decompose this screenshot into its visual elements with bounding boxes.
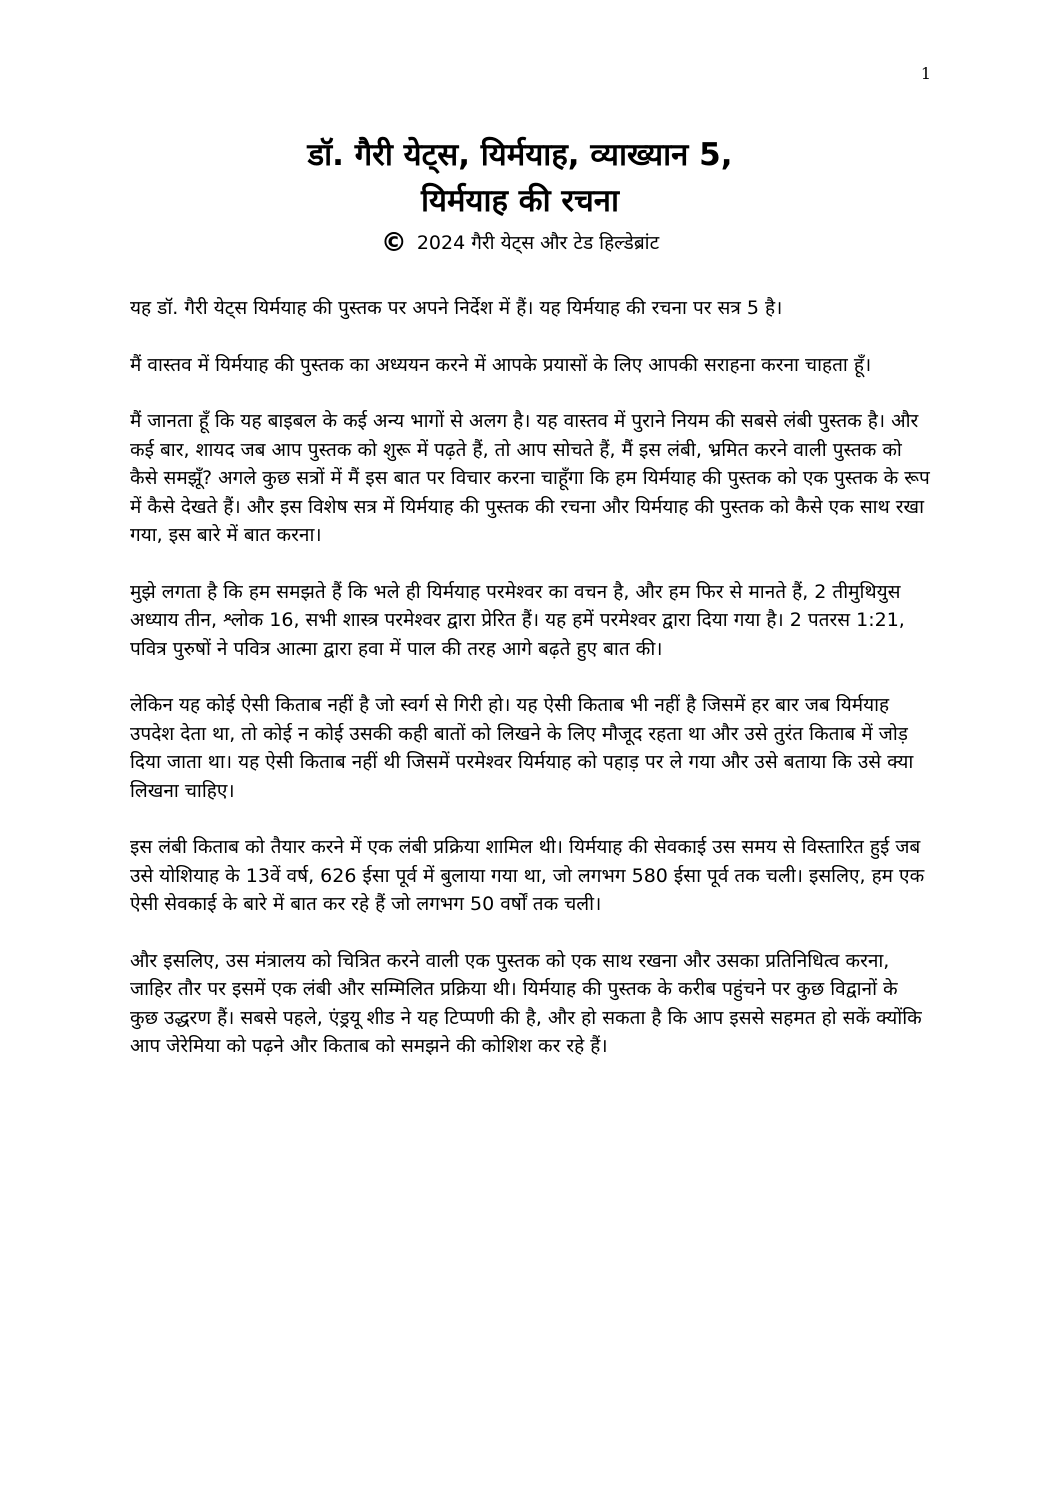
title-block [130,132,910,258]
page-title-line-2: यिर्मयाह की रचना [420,183,620,219]
copyright-icon: © [380,228,407,258]
page-title-line-1: डॉ. गैरी येट्स, यिर्मयाह, व्याख्यान 5, [307,137,733,173]
paragraph-5: लेकिन यह कोई ऐसी किताब नहीं है जो स्वर्ग से गिरी हो। यह ऐसी किताब भी नहीं है जिसमें हर बार जब यिर्मयाह उपदेश देता था, तो कोई न कोई उसकी कही बातों को लिखने के लिए मौजूद रहता था और उसे तुरंत किताब में जोड़ दिया जाता था। यह ऐसी किताब नहीं थी जिसमें परमेश्वर यिर्मयाह को पहाड़ पर ले गया और उसे बताया कि उसे क्या लिखना चाहिए। [130,694,914,802]
copyright-line [130,228,910,258]
document-body [130,294,930,1089]
paragraph-1: यह डॉ. गैरी येट्स यिर्मयाह की पुस्तक पर अपने निर्देश में हैं। यह यिर्मयाह की रचना पर सत्र 5 है। [130,297,783,319]
paragraph-2: मैं वास्तव में यिर्मयाह की पुस्तक का अध्ययन करने में आपके प्रयासों के लिए आपकी सराहना करना चाहता हूँ। [130,353,872,376]
copyright-text: 2024 गैरी येट्स और टेड हिल्डेब्रांट [416,232,660,254]
paragraph-6: इस लंबी किताब को तैयार करने में एक लंबी प्रक्रिया शामिल थी। यिर्मयाह की सेवकाई उस समय से विस्तारित हुई जब उसे योशियाह के 13वें वर्ष, 626 ईसा पूर्व में बुलाया गया था, जो लगभग 580 ईसा पूर्व तक चली। इसलिए, हम एक ऐसी सेवकाई के बारे में बात कर रहे हैं जो लगभग 50 वर्षों तक चली। [130,836,925,915]
paragraph-4: मुझे लगता है कि हम समझते हैं कि भले ही यिर्मयाह परमेश्वर का वचन है, और हम फिर से मानते हैं, 2 तीमुथियुस अध्याय तीन, श्लोक 16, सभी शास्त्र परमेश्वर द्वारा प्रेरित हैं। यह हमें परमेश्वर द्वारा दिया गया है। 2 पतरस 1:21, पवित्र पुरुषों ने पवित्र आत्मा द्वारा हवा में पाल की तरह आगे बढ़ते हुए बात की। [130,580,905,660]
page-number: 1 [920,64,931,83]
paragraph-3: मैं जानता हूँ कि यह बाइबल के कई अन्य भागों से अलग है। यह वास्तव में पुराने नियम की सबसे लंबी पुस्तक है। और कई बार, शायद जब आप पुस्तक को शुरू में पढ़ते हैं, तो आप सोचते हैं, मैं इस लंबी, भ्रमित करने वाली पुस्तक को कैसे समझूँ? अगले कुछ सत्रों में मैं इस बात पर विचार करना चाहूँगा कि हम यिर्मयाह की पुस्तक को एक पुस्तक के रूप में कैसे देखते हैं। और इस विशेष सत्र में यिर्मयाह की पुस्तक की रचना और यिर्मयाह की पुस्तक को कैसे एक साथ रखा गया, इस बारे में बात करना। [130,410,930,546]
paragraph-7: और इसलिए, उस मंत्रालय को चित्रित करने वाली एक पुस्तक को एक साथ रखना और उसका प्रतिनिधित्व करना, जाहिर तौर पर इसमें एक लंबी और सम्मिलित प्रक्रिया थी। यिर्मयाह की पुस्तक के करीब पहुंचने पर कुछ विद्वानों के कुछ उद्धरण हैं। सबसे पहले, एंड्रयू शीड ने यह टिप्पणी की है, और हो सकता है कि आप इससे सहमत हो सकें क्योंकि आप जेरेमिया को पढ़ने और किताब को समझने की कोशिश कर रहे हैं। [130,949,922,1057]
